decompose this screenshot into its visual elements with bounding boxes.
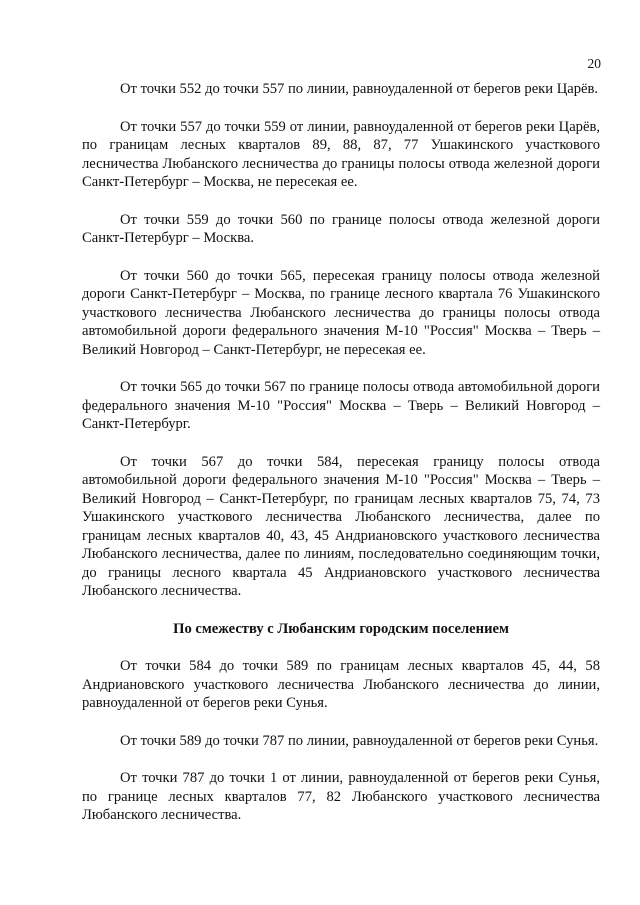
paragraph-3: От точки 559 до точки 560 по границе полосы отвода железной дороги Санкт-Петербург – Москва. <box>82 211 600 246</box>
paragraph-7: От точки 584 до точки 589 по границам лесных кварталов 45, 44, 58 Андриановского участкового лесничества Любанского лесничества до линии, равноудаленной от берегов реки Сунья. <box>82 658 600 711</box>
paragraph-1: От точки 552 до точки 557 по линии, равноудаленной от берегов реки Царёв. <box>120 81 599 97</box>
paragraph-9: От точки 787 до точки 1 от линии, равноудаленной от берегов реки Сунья, по границе лесных кварталов 77, 82 Любанского участкового лесничества Любанского лесничества. <box>82 770 600 823</box>
paragraph-8: От точки 589 до точки 787 по линии, равноудаленной от берегов реки Сунья. <box>120 732 599 749</box>
paragraph-6: От точки 567 до точки 584, пересекая границу полосы отвода автомобильной дороги федерального значения М-10 "Россия" Москва – Тверь – Великий Новгород – Санкт-Петербург, по границам лесных кварталов 75, 74, 73 Ушакинского участкового лесничества Любанского лесничества, далее по границам лесных кварталов 40, 43, 45 Андриановского участкового лесничества Любанского лесничества, далее по линиям, последовательно соединяющим точки, до границы лесного квартала 45 Андриановского участкового лесничества Любанского лесничества. <box>82 453 600 599</box>
document-body <box>82 80 600 844</box>
page-number: 20 <box>587 56 601 71</box>
paragraph-5: От точки 565 до точки 567 по границе полосы отвода автомобильной дороги федерального значения М-10 "Россия" Москва – Тверь – Великий Новгород – Санкт-Петербург. <box>82 379 600 432</box>
paragraph-4: От точки 560 до точки 565, пересекая границу полосы отвода железной дороги Санкт-Петербург – Москва, по границе лесного квартала 76 Ушакинского участкового лесничества Любанского лесничества до границы полосы отвода автомобильной дороги федерального значения М-10 "Россия" Москва – Тверь – Великий Новгород – Санкт-Петербург, не пересекая ее. <box>82 267 600 358</box>
section-heading: По смежеству с Любанским городским поселением <box>173 620 509 637</box>
paragraph-2: От точки 557 до точки 559 от линии, равноудаленной от берегов реки Царёв, по границам лесных кварталов 89, 88, 87, 77 Ушакинского участкового лесничества Любанского лесничества до границы полосы отвода железной дороги Санкт-Петербург – Москва, не пересекая ее. <box>82 118 600 190</box>
